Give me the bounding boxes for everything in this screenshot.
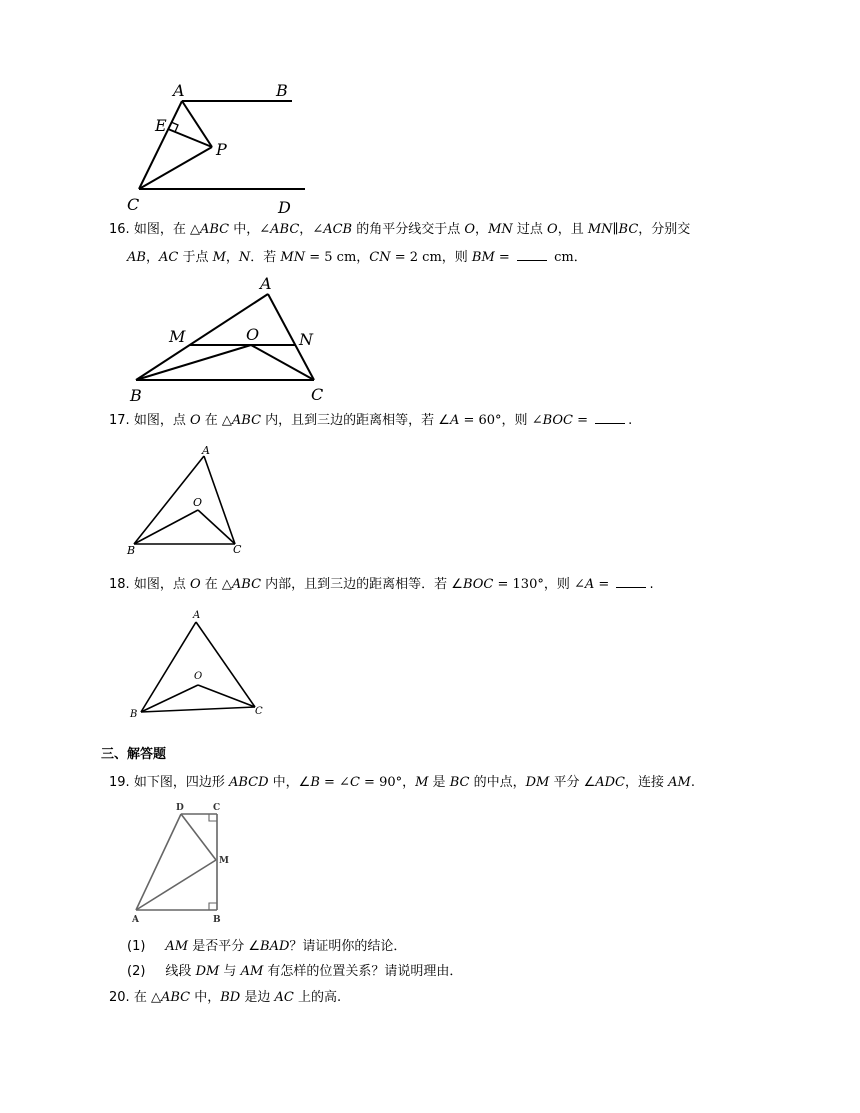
label-B: B bbox=[213, 915, 221, 925]
label-B: B bbox=[130, 709, 138, 720]
label-C: C bbox=[255, 706, 263, 717]
label-D: D bbox=[176, 803, 184, 813]
label-A: A bbox=[260, 274, 272, 293]
label-A: A bbox=[202, 444, 210, 457]
label-A: A bbox=[173, 81, 185, 100]
answer-blank[interactable] bbox=[616, 575, 646, 588]
figure-q15 bbox=[120, 80, 320, 220]
label-E: E bbox=[155, 116, 167, 135]
figure-q17 bbox=[125, 440, 255, 560]
answer-blank[interactable] bbox=[517, 248, 547, 261]
label-C: C bbox=[311, 385, 324, 404]
label-O: O bbox=[194, 671, 203, 682]
q17-text: 17. 如图，点 O 在 △ABC 内，且到三边的距离相等，若 ∠A = 60°，则 ∠BOC = . bbox=[109, 413, 633, 428]
q16-line2: AB，AC 于点 M，N．若 MN = 5 cm，CN = 2 cm，则 BM = cm． bbox=[127, 250, 587, 265]
label-P: P bbox=[216, 140, 227, 159]
q16-line1: 16. 如图，在 △ABC 中，∠ABC，∠ACB 的角平分线交于点 O，MN 过点 O，且 MN∥BC，分别交 bbox=[109, 222, 691, 237]
label-C: C bbox=[127, 195, 140, 214]
section-heading: 三、解答题 bbox=[101, 747, 167, 762]
label-D: D bbox=[278, 198, 291, 217]
label-A: A bbox=[193, 610, 201, 621]
figure-q19 bbox=[125, 798, 245, 928]
label-C: C bbox=[213, 803, 221, 813]
q19-sub1: (1) AM 是否平分 ∠BAD？请证明你的结论． bbox=[127, 939, 407, 954]
q19-text: 19. 如下图，四边形 ABCD 中，∠B = ∠C = 90°，M 是 BC 的中点，DM 平分 ∠ADC，连接 AM. bbox=[109, 775, 695, 790]
label-B: B bbox=[276, 81, 288, 100]
label-N: N bbox=[299, 330, 313, 349]
label-C: C bbox=[233, 543, 242, 556]
q18-text: 18. 如图，点 O 在 △ABC 内部，且到三边的距离相等．若 ∠BOC = 130°，则 ∠A = . bbox=[109, 577, 654, 592]
label-M: M bbox=[219, 856, 229, 866]
label-B: B bbox=[127, 544, 136, 557]
q19-sub2: (2) 线段 DM 与 AM 有怎样的位置关系？请说明理由． bbox=[127, 964, 463, 979]
figure-q16 bbox=[128, 272, 348, 404]
figure-q18 bbox=[125, 605, 275, 723]
label-O: O bbox=[246, 325, 260, 344]
q20-text: 20. 在 △ABC 中，BD 是边 AC 上的高. bbox=[109, 990, 342, 1005]
label-M: M bbox=[169, 327, 186, 346]
label-B: B bbox=[130, 386, 142, 405]
label-O: O bbox=[193, 496, 203, 509]
answer-blank[interactable] bbox=[595, 411, 625, 424]
label-A: A bbox=[132, 915, 139, 925]
